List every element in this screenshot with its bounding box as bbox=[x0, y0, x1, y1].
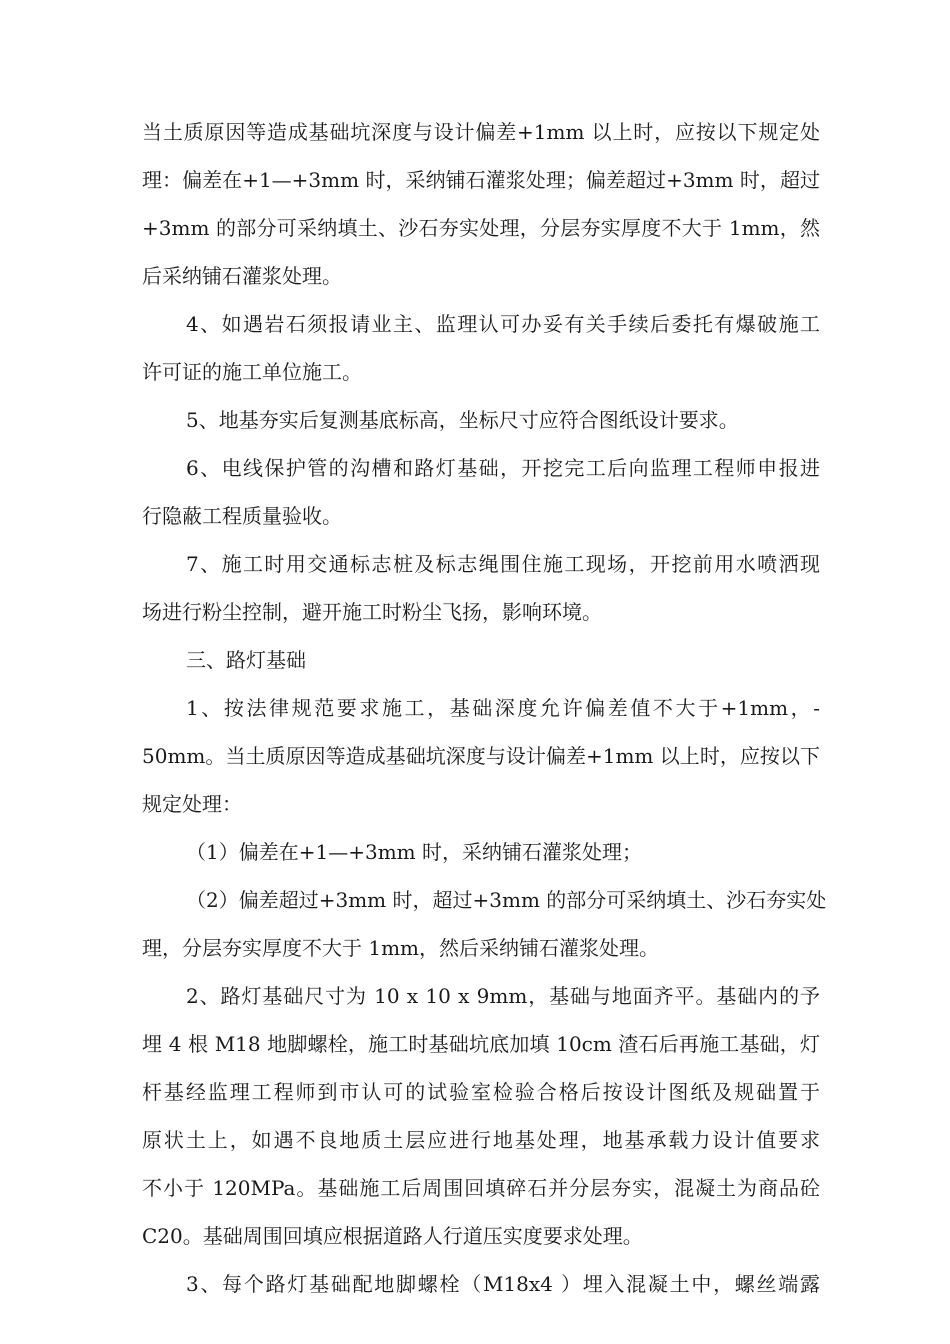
paragraph-line: 场进行粉尘控制，避开施工时粉尘飞扬，影响环境。 bbox=[142, 600, 602, 624]
paragraph-line: 5、地基夯实后复测基底标高，坐标尺寸应符合图纸设计要求。 bbox=[186, 408, 739, 432]
paragraph-line: 4、如遇岩石须报请业主、监理认可办妥有关手续后委托有爆破施工 bbox=[186, 312, 820, 336]
paragraph-line: 原状土上，如遇不良地质土层应进行地基处理，地基承载力设计值要求 bbox=[142, 1128, 820, 1152]
paragraph-line: 不小于 120MPa。基础施工后周围回填碎石并分层夯实，混凝土为商品砼 bbox=[142, 1176, 820, 1200]
paragraph-line: 当土质原因等造成基础坑深度与设计偏差+1mm 以上时，应按以下规定处 bbox=[142, 120, 820, 144]
paragraph-line: 埋 4 根 M18 地脚螺栓，施工时基础坑底加填 10cm 渣石后再施工基础，灯 bbox=[142, 1032, 820, 1056]
paragraph-line: 行隐蔽工程质量验收。 bbox=[142, 504, 342, 528]
section-heading: 三、路灯基础 bbox=[186, 648, 306, 672]
paragraph-line: 3、每个路灯基础配地脚螺栓（M18x4 ）埋入混凝土中，螺丝端露 bbox=[186, 1272, 820, 1296]
paragraph-line: 许可证的施工单位施工。 bbox=[142, 360, 362, 384]
paragraph-line: C20。基础周围回填应根据道路人行道压实度要求处理。 bbox=[142, 1224, 643, 1248]
paragraph-line: 后采纳铺石灌浆处理。 bbox=[142, 264, 342, 288]
paragraph-line: 理：偏差在+1—+3mm 时，采纳铺石灌浆处理；偏差超过+3mm 时，超过 bbox=[142, 168, 820, 192]
paragraph-line: 2、路灯基础尺寸为 10 x 10 x 9mm，基础与地面齐平。基础内的予 bbox=[186, 984, 820, 1008]
paragraph-line: 7、施工时用交通标志桩及标志绳围住施工现场，开挖前用水喷洒现 bbox=[186, 552, 820, 576]
paragraph-line: +3mm 的部分可采纳填土、沙石夯实处理，分层夯实厚度不大于 1mm，然 bbox=[142, 216, 820, 240]
paragraph-line: 1、按法律规范要求施工，基础深度允许偏差值不大于+1mm，- bbox=[186, 696, 820, 720]
paragraph-line: 50mm。当土质原因等造成基础坑深度与设计偏差+1mm 以上时，应按以下 bbox=[142, 744, 820, 768]
document-page bbox=[142, 108, 827, 1308]
list-item-line: （1）偏差在+1—+3mm 时，采纳铺石灌浆处理； bbox=[186, 840, 642, 864]
paragraph-line: 6、电线保护管的沟槽和路灯基础，开挖完工后向监理工程师申报进 bbox=[186, 456, 820, 480]
list-item-line: （2）偏差超过+3mm 时，超过+3mm 的部分可采纳填土、沙石夯实处 bbox=[186, 888, 827, 912]
paragraph-line: 理，分层夯实厚度不大于 1mm，然后采纳铺石灌浆处理。 bbox=[142, 936, 660, 960]
paragraph-line: 杆基经监理工程师到市认可的试验室检验合格后按设计图纸及规础置于 bbox=[142, 1080, 820, 1104]
paragraph-line: 规定处理： bbox=[142, 792, 242, 816]
